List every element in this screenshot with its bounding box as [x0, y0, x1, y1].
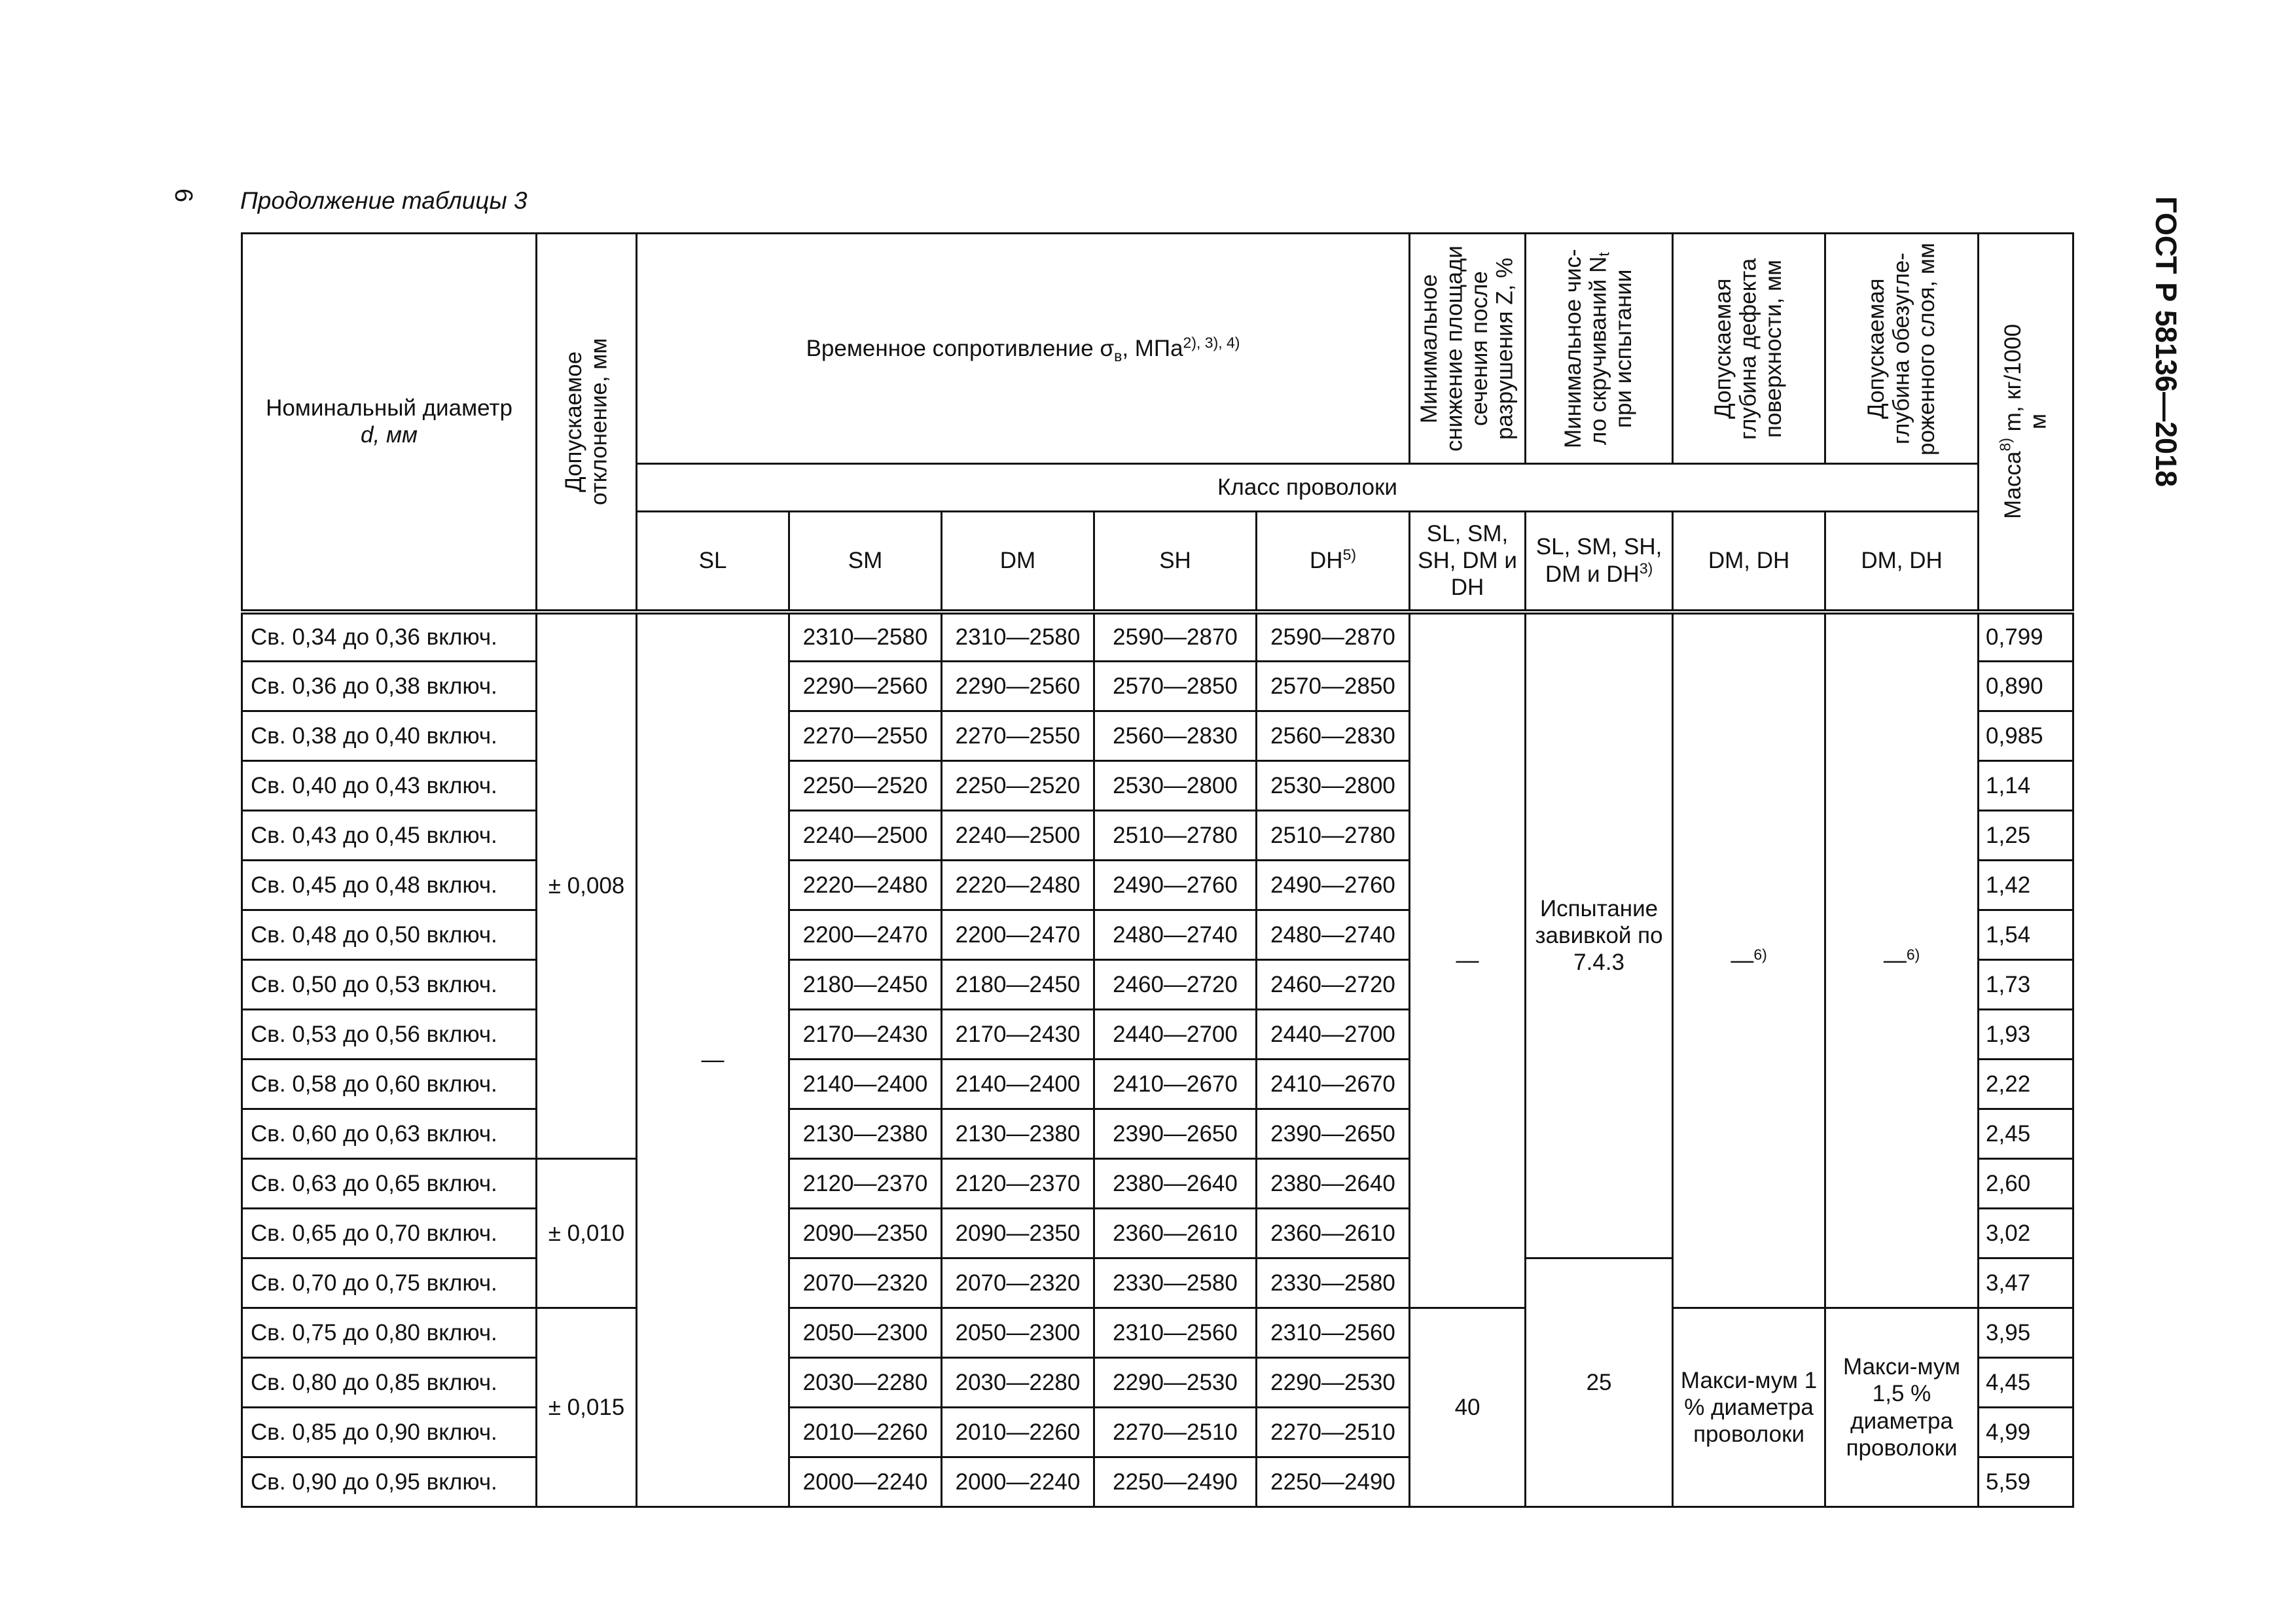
- diameter-cell: Св. 0,50 до 0,53 включ.: [242, 960, 537, 1010]
- sm-cell: 2290—2560: [789, 662, 942, 711]
- sh-cell: 2510—2780: [1094, 811, 1257, 861]
- sh-cell: 2530—2800: [1094, 761, 1257, 811]
- diameter-cell: Св. 0,48 до 0,50 включ.: [242, 910, 537, 960]
- sh-cell: 2490—2760: [1094, 861, 1257, 910]
- dm-cell: 2290—2560: [942, 662, 1094, 711]
- header-tensile-strength: Временное сопротивление $\sigma_в$, МПа$^{2), 3), 4)}$: [637, 234, 1410, 464]
- sm-cell: 2130—2380: [789, 1109, 942, 1159]
- table-caption: Продолжение таблицы 3: [240, 187, 528, 214]
- sm-cell: 2010—2260: [789, 1408, 942, 1457]
- header-class-sh: SH: [1094, 512, 1257, 612]
- diameter-cell: Св. 0,80 до 0,85 включ.: [242, 1358, 537, 1408]
- header-class-dh: DH$^{5)}$: [1257, 512, 1410, 612]
- sh-cell: 2310—2560: [1094, 1308, 1257, 1358]
- diameter-cell: Св. 0,75 до 0,80 включ.: [242, 1308, 537, 1358]
- dh-cell: 2440—2700: [1257, 1010, 1410, 1060]
- dm-cell: 2170—2430: [942, 1010, 1094, 1060]
- dh-cell: 2570—2850: [1257, 662, 1410, 711]
- sm-cell: 2270—2550: [789, 711, 942, 761]
- mass-cell: 1,42: [1979, 861, 2073, 910]
- sm-cell: 2120—2370: [789, 1159, 942, 1209]
- reduction-cell: —: [1410, 612, 1526, 1308]
- specification-table: [241, 232, 2074, 1508]
- dm-cell: 2130—2380: [942, 1109, 1094, 1159]
- diameter-cell: Св. 0,63 до 0,65 включ.: [242, 1159, 537, 1209]
- dm-cell: 2240—2500: [942, 811, 1094, 861]
- sh-cell: 2270—2510: [1094, 1408, 1257, 1457]
- dh-cell: 2510—2780: [1257, 811, 1410, 861]
- dh-cell: 2250—2490: [1257, 1457, 1410, 1507]
- dh-cell: 2390—2650: [1257, 1109, 1410, 1159]
- dm-cell: 2050—2300: [942, 1308, 1094, 1358]
- header-wire-class: Класс проволоки: [637, 464, 1979, 512]
- mass-cell: 0,799: [1979, 612, 2073, 662]
- diameter-cell: Св. 0,40 до 0,43 включ.: [242, 761, 537, 811]
- tolerance-cell: ± 0,015: [537, 1308, 637, 1507]
- dm-cell: 2310—2580: [942, 612, 1094, 662]
- diameter-cell: Св. 0,34 до 0,36 включ.: [242, 612, 537, 662]
- sm-cell: 2140—2400: [789, 1060, 942, 1109]
- diameter-cell: Св. 0,53 до 0,56 включ.: [242, 1010, 537, 1060]
- dm-cell: 2070—2320: [942, 1258, 1094, 1308]
- mass-cell: 4,99: [1979, 1408, 2073, 1457]
- defect-cell: —$^{6)}$: [1673, 612, 1825, 1308]
- sm-cell: 2090—2350: [789, 1209, 942, 1258]
- sm-cell: 2310—2580: [789, 612, 942, 662]
- header-diameter: Номинальный диаметр d, мм: [242, 234, 537, 612]
- diameter-cell: Св. 0,60 до 0,63 включ.: [242, 1109, 537, 1159]
- sl-cell: —: [637, 612, 789, 1507]
- dh-cell: 2290—2530: [1257, 1358, 1410, 1408]
- header-reduction-classes: SL, SM, SH, DM и DH: [1410, 512, 1526, 612]
- header-decarb-classes: DM, DH: [1825, 512, 1979, 612]
- header-class-dm: DM: [942, 512, 1094, 612]
- dh-cell: 2330—2580: [1257, 1258, 1410, 1308]
- mass-cell: 1,73: [1979, 960, 2073, 1010]
- sm-cell: 2170—2430: [789, 1010, 942, 1060]
- dm-cell: 2000—2240: [942, 1457, 1094, 1507]
- sh-cell: 2330—2580: [1094, 1258, 1257, 1308]
- dm-cell: 2250—2520: [942, 761, 1094, 811]
- sm-cell: 2070—2320: [789, 1258, 942, 1308]
- header-area-reduction: Минимальное снижение площади сечения после разрушения Z, %: [1410, 234, 1526, 464]
- header-class-sl: SL: [637, 512, 789, 612]
- sm-cell: 2030—2280: [789, 1358, 942, 1408]
- diameter-cell: Св. 0,65 до 0,70 включ.: [242, 1209, 537, 1258]
- twists-cell: 25: [1526, 1258, 1673, 1507]
- table-row: [242, 1308, 2073, 1358]
- mass-cell: 3,02: [1979, 1209, 2073, 1258]
- dm-cell: 2120—2370: [942, 1159, 1094, 1209]
- page-number: 6: [170, 188, 197, 203]
- diameter-cell: Св. 0,90 до 0,95 включ.: [242, 1457, 537, 1507]
- header-twists: Минимальное чис-ло скручиваний $N_t$ при испытании: [1526, 234, 1673, 464]
- dm-cell: 2140—2400: [942, 1060, 1094, 1109]
- mass-cell: 2,45: [1979, 1109, 2073, 1159]
- sm-cell: 2180—2450: [789, 960, 942, 1010]
- dh-cell: 2530—2800: [1257, 761, 1410, 811]
- sh-cell: 2250—2490: [1094, 1457, 1257, 1507]
- mass-cell: 3,47: [1979, 1258, 2073, 1308]
- standard-designation: ГОСТ Р 58136—2018: [2149, 196, 2183, 488]
- dh-cell: 2410—2670: [1257, 1060, 1410, 1109]
- header-mass: Масса$^{8)}$ m, кг/1000 м: [1979, 234, 2073, 612]
- dh-cell: 2590—2870: [1257, 612, 1410, 662]
- reduction-cell: 40: [1410, 1308, 1526, 1507]
- dm-cell: 2180—2450: [942, 960, 1094, 1010]
- dh-cell: 2360—2610: [1257, 1209, 1410, 1258]
- header-class-sm: SM: [789, 512, 942, 612]
- dh-cell: 2480—2740: [1257, 910, 1410, 960]
- diameter-cell: Св. 0,36 до 0,38 включ.: [242, 662, 537, 711]
- diameter-cell: Св. 0,70 до 0,75 включ.: [242, 1258, 537, 1308]
- mass-cell: 2,60: [1979, 1159, 2073, 1209]
- dm-cell: 2200—2470: [942, 910, 1094, 960]
- twists-cell: Испытание завивкой по 7.4.3: [1526, 612, 1673, 1258]
- dh-cell: 2270—2510: [1257, 1408, 1410, 1457]
- decarb-cell: —$^{6)}$: [1825, 612, 1979, 1308]
- mass-cell: 1,25: [1979, 811, 2073, 861]
- mass-cell: 2,22: [1979, 1060, 2073, 1109]
- dm-cell: 2220—2480: [942, 861, 1094, 910]
- sm-cell: 2050—2300: [789, 1308, 942, 1358]
- mass-cell: 1,14: [1979, 761, 2073, 811]
- mass-cell: 0,890: [1979, 662, 2073, 711]
- mass-cell: 4,45: [1979, 1358, 2073, 1408]
- sh-cell: 2290—2530: [1094, 1358, 1257, 1408]
- sh-cell: 2460—2720: [1094, 960, 1257, 1010]
- sm-cell: 2240—2500: [789, 811, 942, 861]
- table-row: [242, 612, 2073, 662]
- sm-cell: 2250—2520: [789, 761, 942, 811]
- header-twists-classes: SL, SM, SH, DM и DH$^{3)}$: [1526, 512, 1673, 612]
- mass-cell: 3,95: [1979, 1308, 2073, 1358]
- tolerance-cell: ± 0,010: [537, 1159, 637, 1308]
- mass-cell: 1,93: [1979, 1010, 2073, 1060]
- diameter-cell: Св. 0,58 до 0,60 включ.: [242, 1060, 537, 1109]
- dm-cell: 2090—2350: [942, 1209, 1094, 1258]
- header-tolerance: Допускаемое отклонение, мм: [537, 234, 637, 612]
- diameter-cell: Св. 0,85 до 0,90 включ.: [242, 1408, 537, 1457]
- diameter-cell: Св. 0,38 до 0,40 включ.: [242, 711, 537, 761]
- dh-cell: 2560—2830: [1257, 711, 1410, 761]
- sh-cell: 2560—2830: [1094, 711, 1257, 761]
- sm-cell: 2200—2470: [789, 910, 942, 960]
- dm-cell: 2010—2260: [942, 1408, 1094, 1457]
- dh-cell: 2460—2720: [1257, 960, 1410, 1010]
- mass-cell: 5,59: [1979, 1457, 2073, 1507]
- header-defect-depth: Допускаемая глубина дефекта поверхности, мм: [1673, 234, 1825, 464]
- sh-cell: 2480—2740: [1094, 910, 1257, 960]
- decarb-cell: Макси-мум 1,5 % диаметра проволоки: [1825, 1308, 1979, 1507]
- sh-cell: 2390—2650: [1094, 1109, 1257, 1159]
- diameter-cell: Св. 0,45 до 0,48 включ.: [242, 861, 537, 910]
- mass-cell: 0,985: [1979, 711, 2073, 761]
- sh-cell: 2570—2850: [1094, 662, 1257, 711]
- header-decarburized-depth: Допускаемая глубина обезугле-роженного слоя, мм: [1825, 234, 1979, 464]
- mass-cell: 1,54: [1979, 910, 2073, 960]
- sh-cell: 2440—2700: [1094, 1010, 1257, 1060]
- dm-cell: 2030—2280: [942, 1358, 1094, 1408]
- sm-cell: 2000—2240: [789, 1457, 942, 1507]
- sh-cell: 2380—2640: [1094, 1159, 1257, 1209]
- sh-cell: 2590—2870: [1094, 612, 1257, 662]
- dm-cell: 2270—2550: [942, 711, 1094, 761]
- diameter-cell: Св. 0,43 до 0,45 включ.: [242, 811, 537, 861]
- sm-cell: 2220—2480: [789, 861, 942, 910]
- tolerance-cell: ± 0,008: [537, 612, 637, 1159]
- sh-cell: 2360—2610: [1094, 1209, 1257, 1258]
- sh-cell: 2410—2670: [1094, 1060, 1257, 1109]
- dh-cell: 2490—2760: [1257, 861, 1410, 910]
- defect-cell: Макси-мум 1 % диаметра проволоки: [1673, 1308, 1825, 1507]
- dh-cell: 2380—2640: [1257, 1159, 1410, 1209]
- header-defect-classes: DM, DH: [1673, 512, 1825, 612]
- dh-cell: 2310—2560: [1257, 1308, 1410, 1358]
